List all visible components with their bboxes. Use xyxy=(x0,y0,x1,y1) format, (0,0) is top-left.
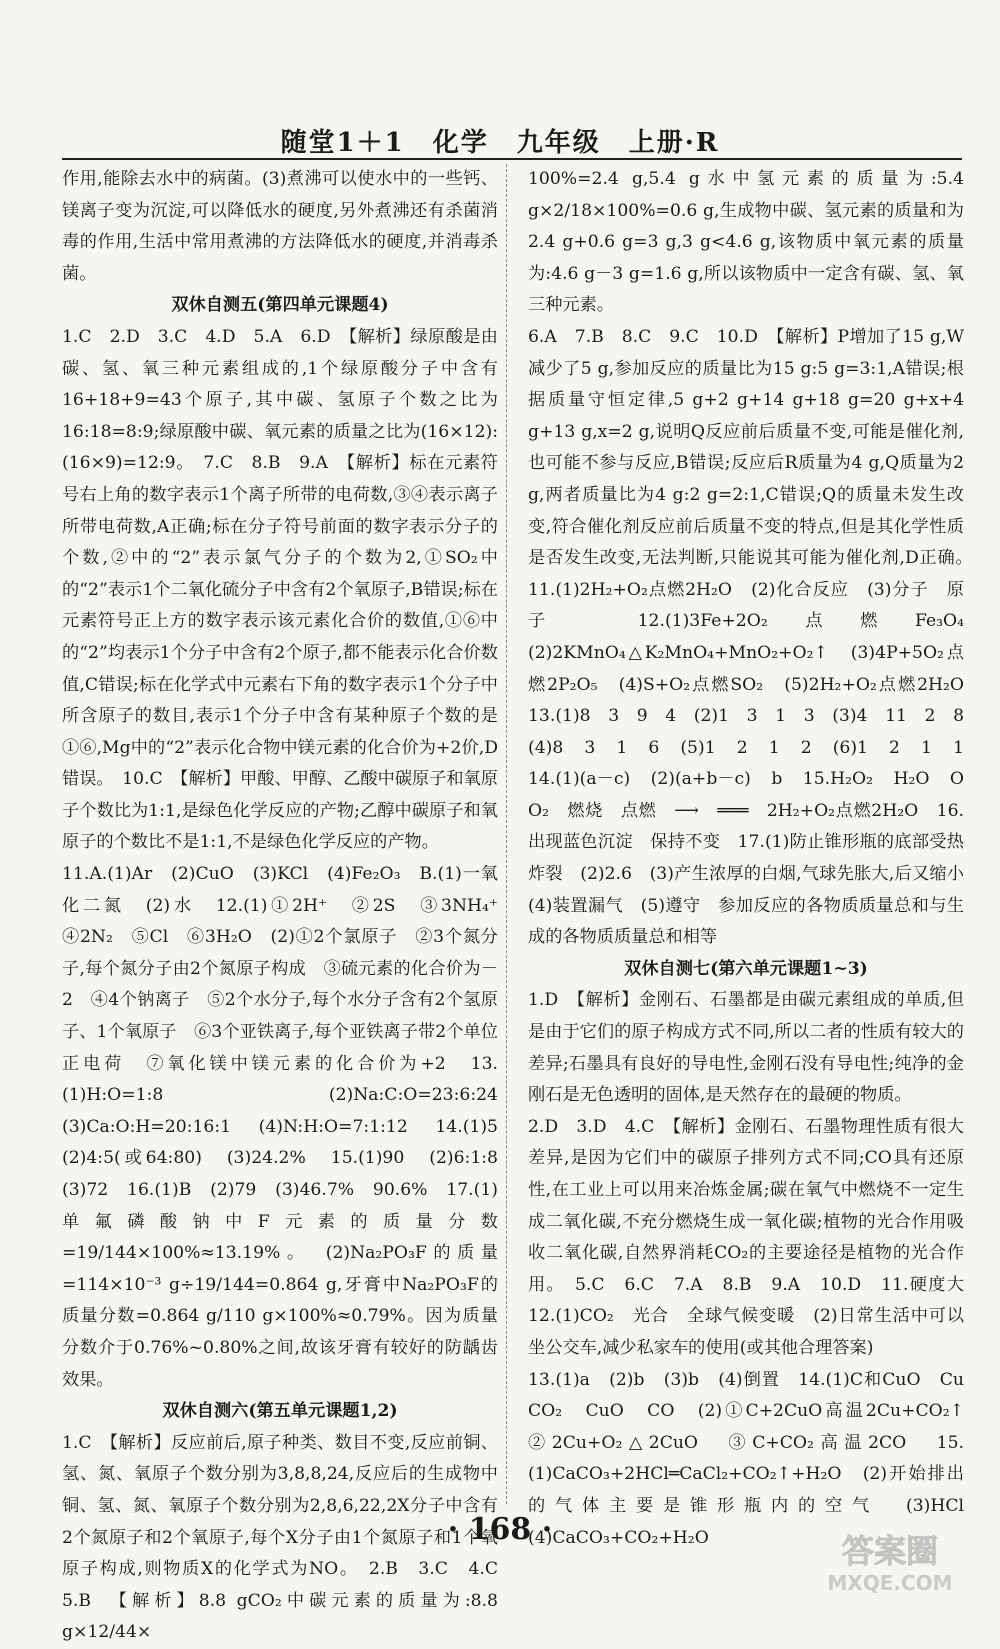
answer-paragraph: 6.A 7.B 8.C 9.C 10.D 【解析】P增加了15 g,W减少了5 g,参加反应的质量比为15 g:5 g=3:1,A错误;根据质量守恒定律,5 g+2 g+14 g+18 g=20 g+x+4 g+13 g,x=2 g,说明Q反应前后质量不变,可能是催化剂,也可能不参与反应,B错误;反应后R质量为4 g,Q质量为2 g,两者质量比为4 g:2 g=2:1,C错误;Q的质量未发生改变,符合催化剂反应前后质量不变的特点,但是其化学性质是否发生改变,无法判断,只能说其可能为催化剂,D正确。 11.(1)2H₂+O₂点燃2H₂O (2)化合反应 (3)分子 原子 12.(1)3Fe+2O₂点燃Fe₃O₄ (2)2KMnO₄△K₂MnO₄+MnO₂+O₂↑ (3)4P+5O₂点燃2P₂O₅ (4)S+O₂点燃SO₂ (5)2H₂+O₂点燃2H₂O 13.(1)8 3 9 4 (2)1 3 1 3 (3)4 11 2 8 (4)8 3 1 6 (5)1 2 1 2 (6)1 2 1 1 14.(1)(a－c) (2)(a+b－c) b 15.H₂O₂ H₂O O O₂ 燃烧 点燃 ⟶ ═══ 2H₂+O₂点燃2H₂O 16.出现蓝色沉淀 保持不变 17.(1)防止锥形瓶的底部受热炸裂 (2)2.6 (3)产生浓厚的白烟,气球先胀大,后又缩小 (4)装置漏气 (5)遵守 参加反应的各物质质量总和与生成的各物质质量总和相等 xyxy=(528,326,982,948)
answer-paragraph: 1.D 【解析】金刚石、石墨都是由碳元素组成的单质,但是由于它们的原子构成方式不同,所以二者的性质有较大的差异;石墨具有良好的导电性,金刚石没有导电性;纯净的金刚石是无色透明的固体,是天然存在的最硬的物质。 xyxy=(528,990,964,1106)
answer-paragraph: 13.(1)a (2)b (3)b (4)倒置 14.(1)C和CuO Cu CO₂ CuO CO (2)①C+2CuO高温2Cu+CO₂↑ ②2Cu+O₂△2CuO ③C+CO₂高温2CO 15.(1)CaCO₃+2HCl═CaCl₂+CO₂↑+H₂O (2)开始排出的气体主要是锥形瓶内的空气 (3)HCl (4)CaCO₃+CO₂+H₂O xyxy=(528,1369,982,1548)
answer-paragraph: 11.A.(1)Ar (2)CuO (3)KCl (4)Fe₂O₃ B.(1)一氧化二氮 (2)水 12.(1)①2H⁺ ②2S ③3NH₄⁺ ④2N₂ ⑤Cl ⑥3H₂O (2)①2个氯原子 ②3个氮分子,每个氮分子由2个氮原子构成 ③硫元素的化合价为－2 ④4个钠离子 ⑤2个水分子,每个水分子含有2个氢原子、1个氧原子 ⑥3个亚铁离子,每个亚铁离子带2个单位正电荷 ⑦氧化镁中镁元素的化合价为+2 13.(1)H:O=1:8 (2)Na:C:O=23:6:24 (3)Ca:O:H=20:16:1 (4)N:H:O=7:1:12 14.(1)5 (2)4:5(或64:80) (3)24.2% 15.(1)90 (2)6:1:8 (3)72 16.(1)B (2)79 (3)46.7% 90.6% 17.(1)单氟磷酸钠中F元素的质量分数=19/144×100%≈13.19%。 (2)Na₂PO₃F的质量=114×10⁻³ g÷19/144=0.864 g,牙膏中Na₂PO₃F的质量分数=0.864 g/110 g×100%≈0.79%。因为质量分数介于0.76%~0.80%之间,故该牙膏有较好的防龋齿效果。 xyxy=(62,864,516,1390)
column-divider xyxy=(506,164,507,1504)
answer-paragraph: 作用,能除去水中的病菌。(3)煮沸可以使水中的一些钙、镁离子变为沉淀,可以降低水的硬度,另外煮沸还有杀菌消毒的作用,生活中常用煮沸的方法降低水的硬度,并消毒杀菌。 xyxy=(62,169,498,284)
header-rule xyxy=(62,158,962,160)
section-heading: 双休自测五(第四单元课题4) xyxy=(171,295,389,316)
section-heading: 双休自测七(第六单元课题1~3) xyxy=(624,958,868,979)
answer-paragraph: 1.C 2.D 3.C 4.D 5.A 6.D 【解析】绿原酸是由碳、氢、氧三种元素组成的,1个绿原酸分子中含有16+18+9=43个原子,其中碳、氢原子个数之比为16:18=8:9;绿原酸中碳、氧元素的质量之比为(16×12):(16×9)=12:9。 7.C 8.B 9.A 【解析】标在元素符号右上角的数字表示1个离子所带的电荷数,③④表示离子所带电荷数,A正确;标在分子符号前面的数字表示分子的个数,②中的“2”表示氯气分子的个数为2,①SO₂中的“2”表示1个二氧化硫分子中含有2个氧原子,B错误;标在元素符号正上方的数字表示该元素化合价的数值,①⑥中的“2”均表示1个分子中含有2个原子,都不能表示化合价数值,C错误;标在化学式中元素右下角的数字表示1个分子中所含原子的数目,表示1个分子中含有某种原子个数的是①⑥,Mg中的“2”表示化合物中镁元素的化合价为+2价,D错误。 10.C 【解析】甲酸、甲醇、乙酸中碳原子和氧原子个数比为1:1,是绿色化学反应的产物;乙醇中碳原子和氧原子的个数比不是1:1,不是绿色化学反应的产物。 xyxy=(62,326,498,853)
watermark-site: MXQE.COM xyxy=(827,1571,953,1595)
answer-paragraph: 1.C 【解析】反应前后,原子种类、数目不变,反应前铜、氢、氮、氧原子个数分别为3,8,8,24,反应后的生成物中铜、氢、氮、氧原子个数分别为2,8,6,22,2X分子中含有2个氮原子和2个氧原子,每个X分子由1个氮原子和1个氧原子构成,则物质X的化学式为NO。 2.B 3.C 4.C 5.B 【解析】8.8 gCO₂中碳元素的质量为:8.8 g×12/44× xyxy=(62,1432,516,1643)
answer-paragraph: 100%=2.4 g,5.4 g水中氢元素的质量为:5.4 g×2/18×100%=0.6 g,生成物中碳、氢元素的质量和为2.4 g+0.6 g=3 g,3 g<4.6 g,该物质中氧元素的质量为:4.6 g－3 g=1.6 g,所以该物质中一定含有碳、氢、氧三种元素。 xyxy=(528,169,964,316)
watermark-logo xyxy=(790,1528,990,1596)
page-number: · 168 · xyxy=(447,1512,553,1547)
page-header-title: 随堂1＋1 化学 九年级 上册·R xyxy=(280,128,720,158)
answer-paragraph: 2.D 3.D 4.C 【解析】金刚石、石墨物理性质有很大差异,是因为它们中的碳原子排列方式不同;CO具有还原性,在工业上可以用来冶炼金属;碳在氧气中燃烧不一定生成二氧化碳,不充分燃烧生成一氧化碳;植物的光合作用吸收二氧化碳,自然界消耗CO₂的主要途径是植物的光合作用。 5.C 6.C 7.A 8.B 9.A 10.D 11.硬度大 12.(1)CO₂ 光合 全球气候变暖 (2)日常生活中可以坐公交车,减少私家车的使用(或其他合理答案) xyxy=(528,1116,982,1358)
section-heading: 双休自测六(第五单元课题1,2) xyxy=(162,1401,398,1422)
right-column xyxy=(528,164,982,1554)
watermark-brand: 答案圈 xyxy=(841,1532,939,1570)
